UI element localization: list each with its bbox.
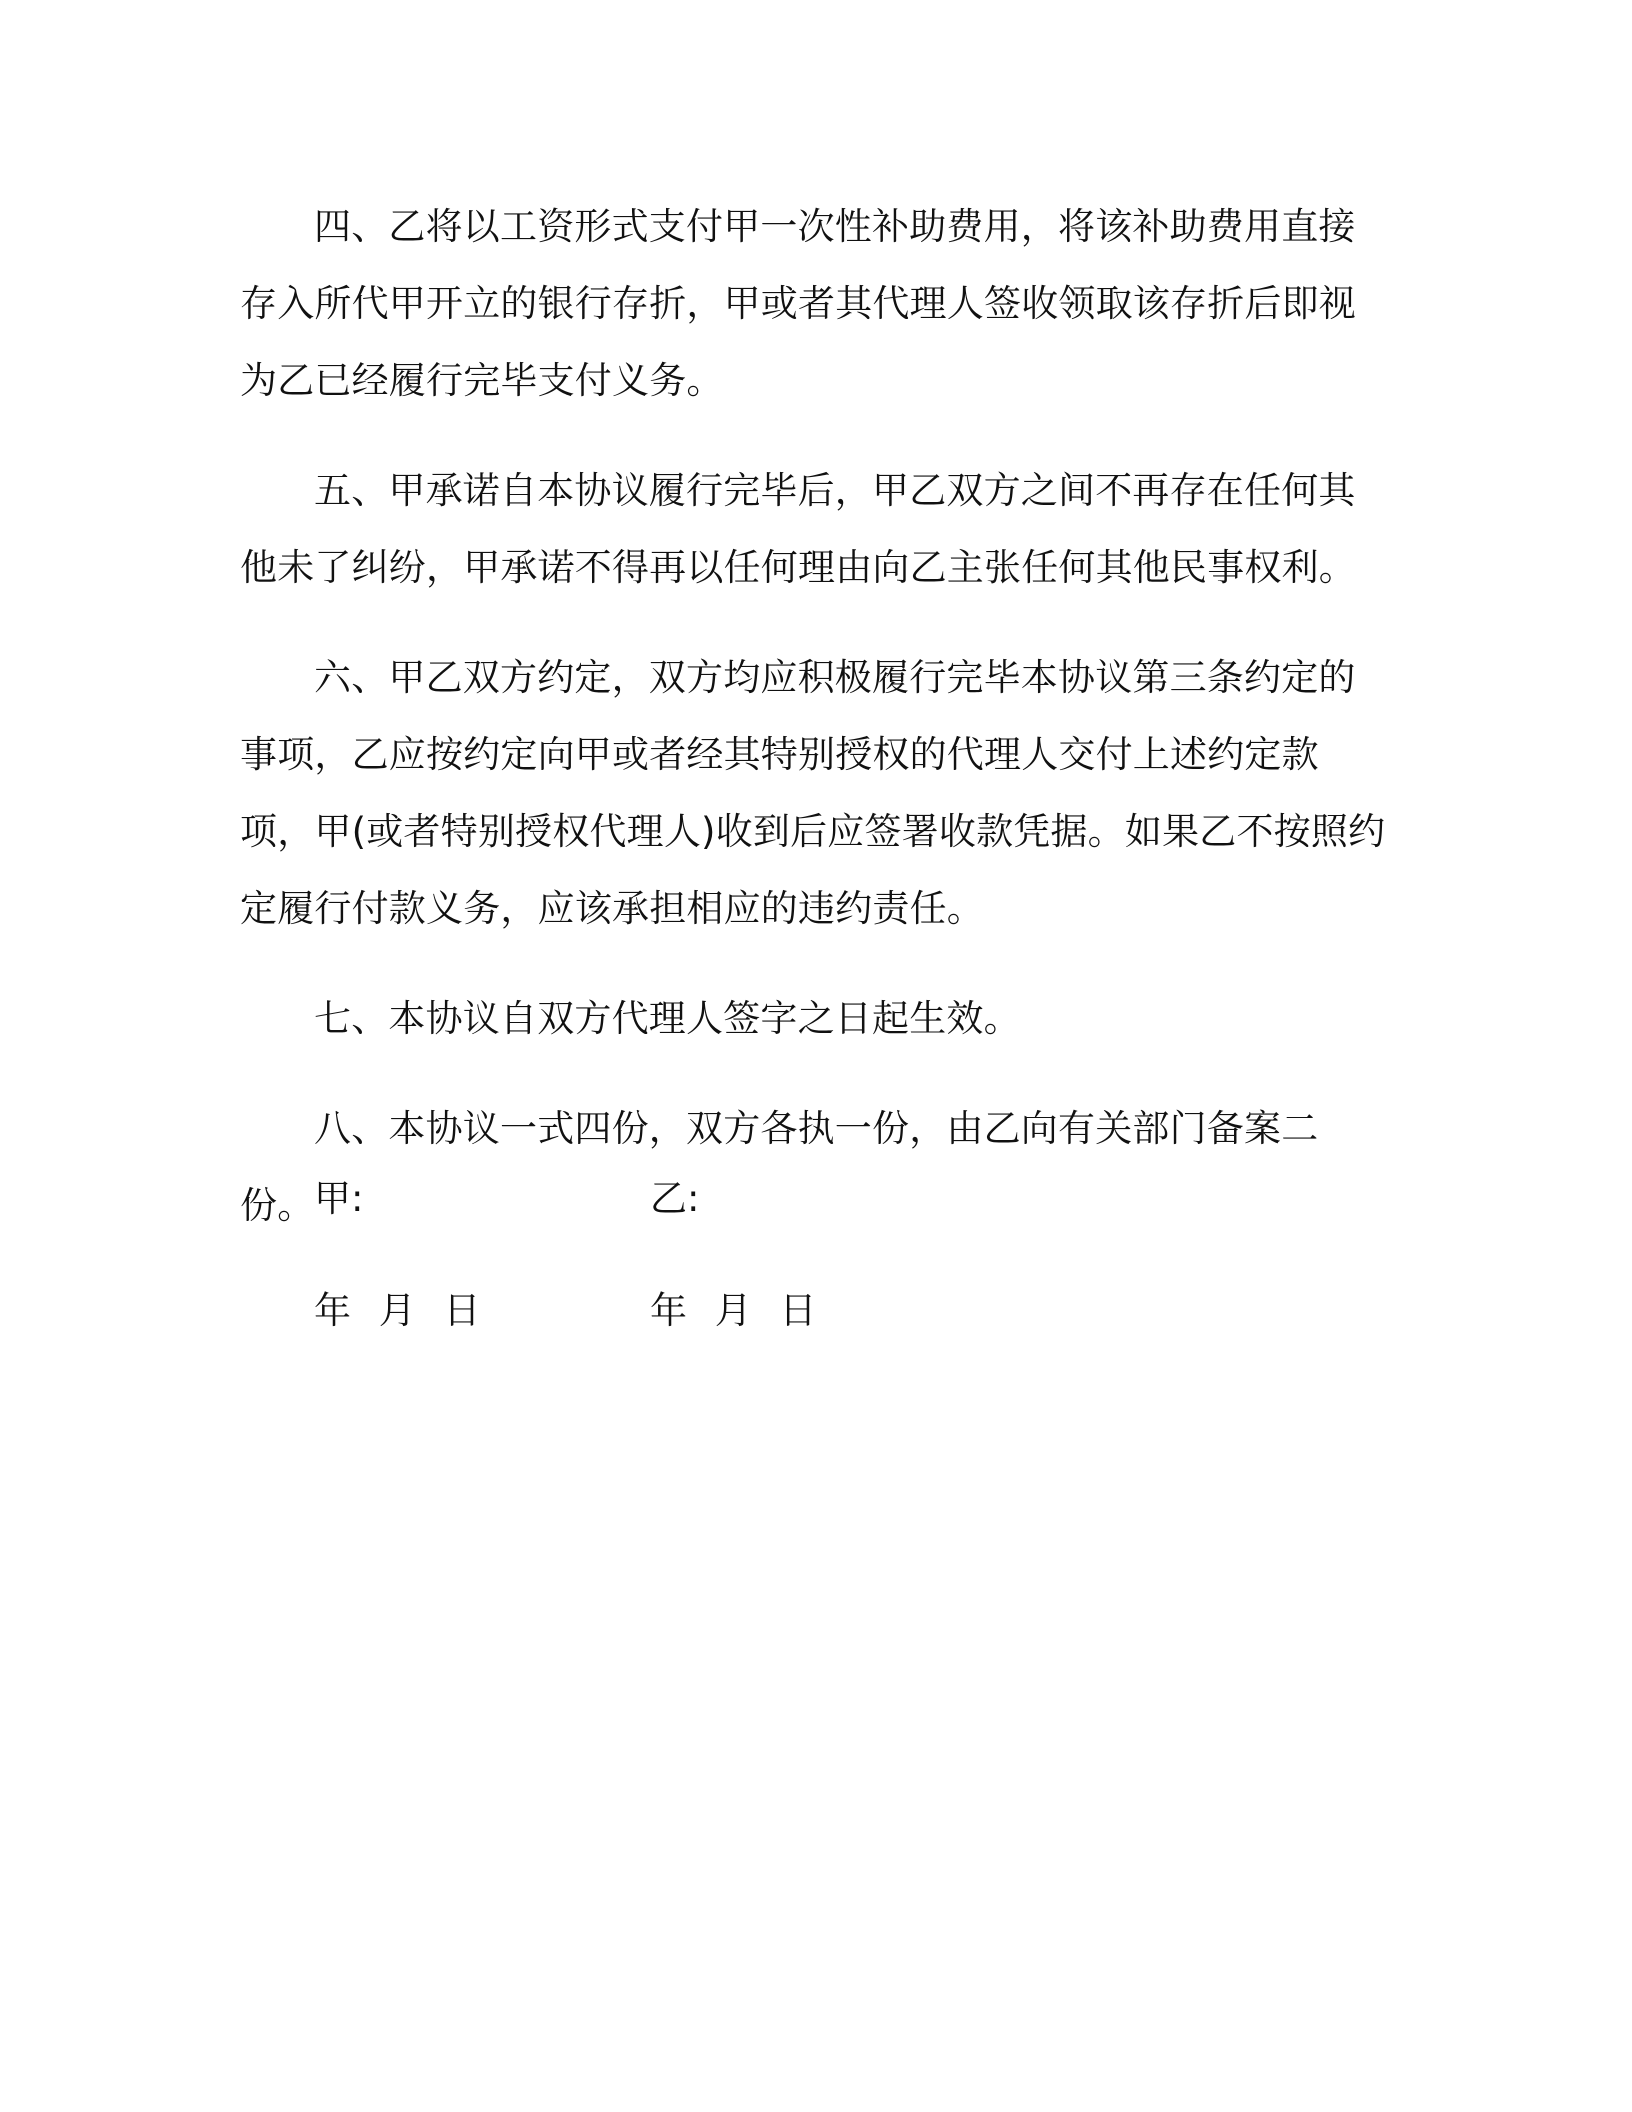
clause-eight: 八、本协议一式四份，双方各执一份，由乙向有关部门备案二份。 [240, 1107, 1319, 1227]
party-b-date: 年 月 日 [650, 1289, 825, 1332]
date-row [314, 1280, 1014, 1392]
clause-four: 四、乙将以工资形式支付甲一次性补助费用，将该补助费用直接存入所代甲开立的银行存折，甲或者其代理人签收领取该存折后即视为乙已经履行完毕支付义务。 [240, 205, 1356, 402]
agreement-body [240, 188, 1390, 1277]
party-a-date: 年 月 日 [314, 1289, 489, 1332]
clause-seven: 七、本协议自双方代理人签字之日起生效。 [314, 997, 1021, 1040]
clause-five: 五、甲承诺自本协议履行完毕后，甲乙双方之间不再存在任何其他未了纠纷，甲承诺不得再以任何理由向乙主张任何其他民事权利。 [240, 469, 1356, 589]
signature-block [314, 1168, 1014, 1392]
clause-six: 六、甲乙双方约定，双方均应积极履行完毕本协议第三条约定的事项，乙应按约定向甲或者经其特别授权的代理人交付上述约定款项，甲(或者特别授权代理人)收到后应签署收款凭据。如果乙不按照约定履行付款义务，应该承担相应的违约责任。 [240, 656, 1386, 930]
party-b-label: 乙: [650, 1177, 700, 1220]
party-a-label: 甲: [314, 1177, 364, 1220]
signature-row [314, 1168, 1014, 1280]
